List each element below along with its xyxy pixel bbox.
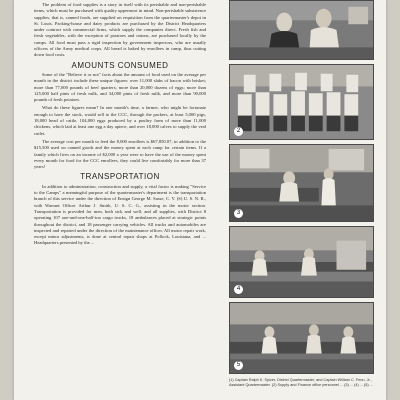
paragraph: In addition to administration, construction and supply, a vital factor is making "Service to the Camps" a meaningful purpose of the quartermaster's department is the transportation branch of this service under the direction of Ensign George M. Sasse, C. V. (S) U. S. N. R., with Warrant Officer Arthur J. Smith, U. S. C. G., assisting in the motor section. Transportation is provided for men, both sick and well, and all supplies, with District 8 operating 107 one-and-one-half-ton cargo trucks, 18 ambulances placed at strategic points throughout the district, and 18 passenger carrying vehicles. All trucks and automobiles are inspected and repaired under the direction of the maintenance officer. All motor repair work, except minor adjustments, is done at central repair shops at Pollock, Louisiana, and ... Headquarters presented by the ...	[34, 183, 206, 246]
document-page	[14, 0, 386, 400]
paragraph: The average cost per month to feed the 8,000 enrollees is $67,850.07, in addition to the $15,500 used on canned goods and the money spent at each camp for certain items. If a family which lives on an income of $2,000 a year were to have the use of the money spent every month for food for the CCC enrollees, they could live comfortably for more than 37 years!	[34, 138, 206, 170]
photo-group-personnel	[229, 64, 374, 140]
text-column	[34, 2, 206, 249]
paragraph: Some of the "Believe it or not" facts about the amount of food used on the average per month in the district include these unique figures: over 11,000 slabs of bacon with brisket; more than 77,000 pounds of beef quarters; more than 20,000 dozens of eggs; more than 125,000 half pints of fresh milk, and 34,000 pints of fresh milk, and more than 90,000 pounds of fresh potatoes.	[34, 71, 206, 103]
photo-number-badge: 4	[234, 285, 243, 294]
section-food-supplies	[34, 2, 206, 59]
section-heading: TRANSPORTATION	[80, 172, 160, 182]
photo-clerks-at-desks	[229, 226, 374, 298]
paragraph: What do these figures mean? In one month's time, a farmer, who might be fortunate enough to have the stock, would sell to the CCC, through the packers, at least 5,000 pigs, 18,000 head of cattle, 104,000 eggs produced by a poultry farm of more than 11,000 chickens, which laid at least one egg a day apiece, and over 18,000 calves to supply the veal cutlet.	[34, 105, 206, 136]
photo-caption: (1) Captain Ralph K. Spicer, District Quartermaster, and Captain William C. Fenn, Jr., Assistant Quartermaster. (2) Supply and Finance office personnel ... (3) ... (4) ... (5) ...	[229, 378, 373, 388]
photo-typists	[229, 302, 374, 374]
section-amounts-consumed	[34, 60, 206, 171]
photo-number-badge: 5	[234, 361, 243, 370]
photo-number-badge: 2	[234, 127, 243, 136]
photo-column	[229, 0, 374, 400]
photo-number-badge: 3	[234, 209, 243, 218]
paragraph: The problem of food supplies is a story in itself with its perishable and non-perishable items, which must be purchased with quality uppermost in mind. Non-perishable subsistence supplies, that is, canned foods, are supplied on requisition from the quartermaster's depot in St. Louis. Packing-house and dairy products are purchased by the District Headquarters under contract with commercial firms, which supply the companies direct. Fresh fish and fresh vegetables, with the exception of potatoes and onions, are purchased locally by the camps. All food must pass a rigid inspection by government inspectors, who are usually officers of the Army medical corps. All bread is baked by enrollees in camp, thus cutting down food costs.	[34, 2, 206, 58]
photo-officers-at-desk	[229, 0, 374, 60]
photo-office-room	[229, 144, 374, 222]
section-transportation	[34, 174, 206, 246]
section-heading: AMOUNTS CONSUMED	[71, 60, 169, 70]
